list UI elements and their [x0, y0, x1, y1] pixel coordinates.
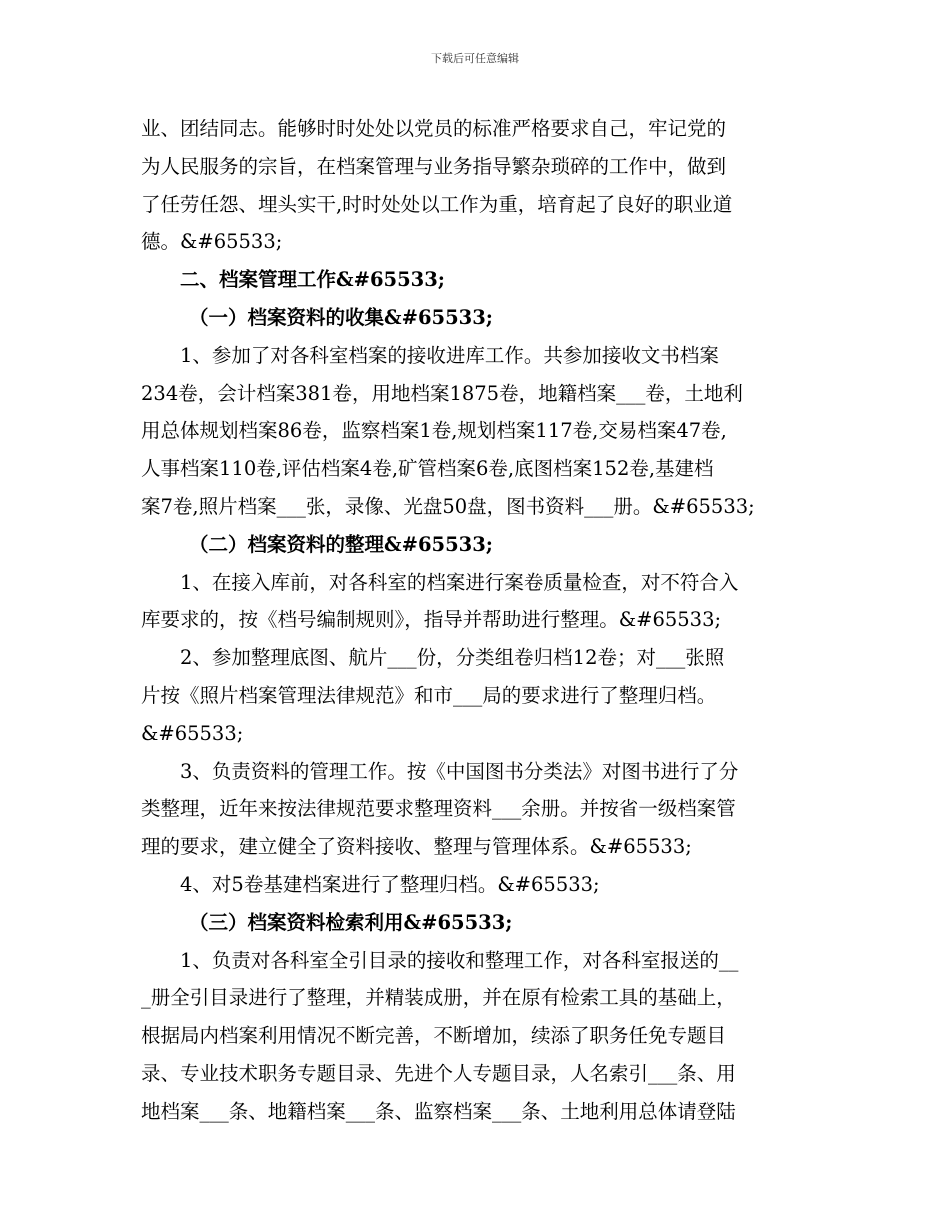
body-line: 库要求的，按《档号编制规则》，指导并帮助进行整理。&#65533; [141, 608, 722, 632]
subsection-heading: （三）档案资料检索利用&#65533; [189, 910, 513, 934]
body-line: 类整理，近年来按法律规范要求整理资料___余册。并按省一级档案管 [141, 797, 736, 821]
body-line: 234卷，会计档案381卷，用地档案1875卷，地籍档案___卷，土地利 [141, 381, 743, 405]
body-line: 1、负责对各科室全引目录的接收和整理工作，对各科室报送的__ [180, 948, 739, 972]
body-line: 3、负责资料的管理工作。按《中国图书分类法》对图书进行了分 [180, 759, 739, 783]
body-line: 片按《照片档案管理法律规范》和市___局的要求进行了整理归档。 [141, 683, 717, 707]
body-line: 理的要求，建立健全了资料接收、整理与管理体系。&#65533; [141, 835, 692, 859]
body-line: 1、在接入库前，对各科室的档案进行案卷质量检查，对不符合入 [180, 570, 739, 594]
body-line: _册全引目录进行了整理，并精装成册，并在原有检索工具的基础上， [141, 986, 736, 1010]
body-line: 了任劳任怨、埋头实干,时时处处以工作为重，培育起了良好的职业道 [141, 192, 733, 216]
body-line: 用总体规划档案86卷，监察档案1卷,规划档案117卷,交易档案47卷, [141, 419, 727, 443]
body-line: 人事档案110卷,评估档案4卷,矿管档案6卷,底图档案152卷,基建档 [141, 457, 714, 481]
body-line: 德。&#65533; [141, 230, 283, 254]
body-line: 根据局内档案利用情况不断完善，不断增加，续添了职务任免专题目 [141, 1024, 727, 1048]
body-line: 1、参加了对各科室档案的接收进库工作。共参加接收文书档案 [180, 343, 719, 367]
subsection-heading: （二）档案资料的整理&#65533; [189, 532, 493, 556]
section-heading: 二、档案管理工作&#65533; [180, 268, 445, 292]
page-header: 下载后可任意编辑 [431, 52, 519, 65]
body-line: 为人民服务的宗旨，在档案管理与业务指导繁杂琐碎的工作中，做到 [141, 154, 727, 178]
body-line: &#65533; [141, 721, 244, 745]
document-body [141, 110, 813, 1131]
body-line: 地档案___条、地籍档案___条、监察档案___条、土地利用总体请登陆 [141, 1099, 736, 1123]
body-line: 案7卷,照片档案___张，录像、光盘50盘，图书资料___册。&#65533; [141, 494, 755, 518]
body-line: 业、团结同志。能够时时处处以党员的标准严格要求自己，牢记党的 [141, 117, 727, 140]
body-line: 录、专业技术职务专题目录、先进个人专题目录，人名索引___条、用 [141, 1061, 736, 1085]
body-line: 4、对5卷基建档案进行了整理归档。&#65533; [180, 872, 600, 896]
body-line: 2、参加整理底图、航片___份，分类组卷归档12卷；对___张照 [180, 646, 725, 670]
subsection-heading: （一）档案资料的收集&#65533; [189, 305, 493, 329]
